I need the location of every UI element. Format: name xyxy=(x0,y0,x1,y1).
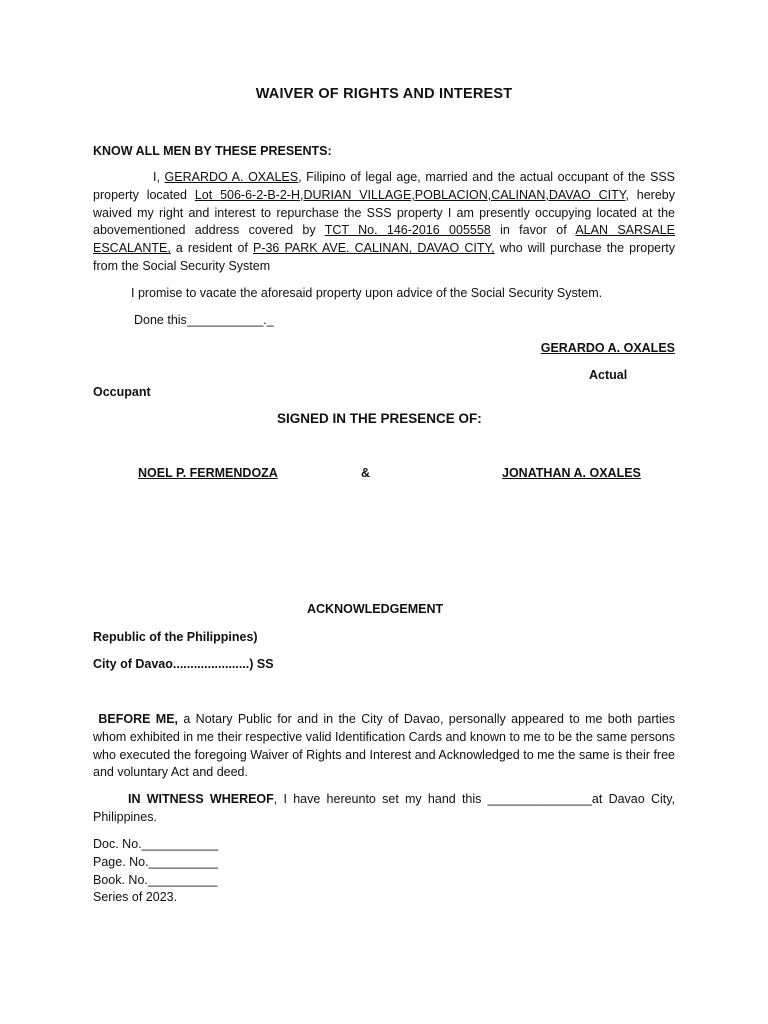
republic-line: Republic of the Philippines) xyxy=(93,630,258,644)
text-segment: a resident of xyxy=(170,241,253,256)
witness-one-name: NOEL P. FERMENDOZA xyxy=(138,466,278,480)
signatory-name: GERARDO A. OXALES xyxy=(540,341,675,355)
witness-whereof-body: , I have hereunto set my hand this xyxy=(273,792,488,806)
tct-number: TCT No. 146-2016 005558 xyxy=(324,223,491,238)
series-line: Series of 2023. xyxy=(93,890,178,904)
page-no-line: Page. No.__________ xyxy=(93,855,219,869)
actual-label: Actual xyxy=(589,368,628,382)
witness-whereof-paragraph xyxy=(93,791,675,827)
doc-no-line: Doc. No.___________ xyxy=(93,837,219,851)
ampersand: & xyxy=(361,466,371,480)
done-label: Done this xyxy=(134,313,187,327)
city-line: City of Davao......................) SS xyxy=(93,657,274,671)
witness-whereof-lead: IN WITNESS WHEREOF xyxy=(128,792,274,806)
text-segment: in favor of xyxy=(490,223,576,238)
done-this-line xyxy=(134,312,274,330)
favor-name: ALAN SARSALE ESCALANTE, xyxy=(93,223,675,256)
document-title: WAIVER OF RIGHTS AND INTEREST xyxy=(255,86,513,102)
before-me-body: a Notary Public for and in the City of Davao, personally appeared to me both parties whom exhibited in me their respective valid Identification Cards and known to me to be the same persons who executed the foregoing Waiver of Rights and Interest and Acknowledged to me the same is their free and voluntary Act and deed. xyxy=(93,712,675,780)
acknowledgement-heading: ACKNOWLEDGEMENT xyxy=(307,602,444,616)
waiver-paragraph xyxy=(93,169,675,276)
done-blank: ___________ xyxy=(186,313,264,327)
done-tail: ._ xyxy=(263,313,274,327)
witness-whereof-blank: _______________ xyxy=(487,792,592,806)
resident-address: P-36 PARK AVE. CALINAN, DAVAO CITY, xyxy=(252,241,495,256)
before-me-paragraph xyxy=(93,711,675,782)
text-segment: I, xyxy=(153,170,165,184)
book-no-line: Book. No.__________ xyxy=(93,873,218,887)
before-me-lead: BEFORE ME, xyxy=(98,712,179,726)
text-segment: , Filipino of legal age, married and the actual occupant of the SSS property located xyxy=(93,170,675,202)
property-lot: Lot 506-6-2-B-2-H,DURIAN VILLAGE,POBLACION,CALINAN,DAVAO CITY, xyxy=(194,187,629,202)
grantor-name: GERARDO A. OXALES xyxy=(164,170,299,184)
signed-presence-heading: SIGNED IN THE PRESENCE OF: xyxy=(277,411,482,426)
vacate-promise: I promise to vacate the aforesaid property upon advice of the Social Security System. xyxy=(131,286,603,300)
text-segment: hereby waived my right and interest to repurchase the SSS property I am presently occupying located at the abovementioned address covered by xyxy=(93,187,676,238)
witness-whereof-tail: at Davao City, Philippines. xyxy=(93,792,676,824)
occupant-label: Occupant xyxy=(93,385,151,399)
know-all-men-heading: KNOW ALL MEN BY THESE PRESENTS: xyxy=(93,144,332,158)
witness-two-name: JONATHAN A. OXALES xyxy=(502,466,641,480)
text-segment: who will purchase the property from the Social Security System xyxy=(93,241,675,273)
